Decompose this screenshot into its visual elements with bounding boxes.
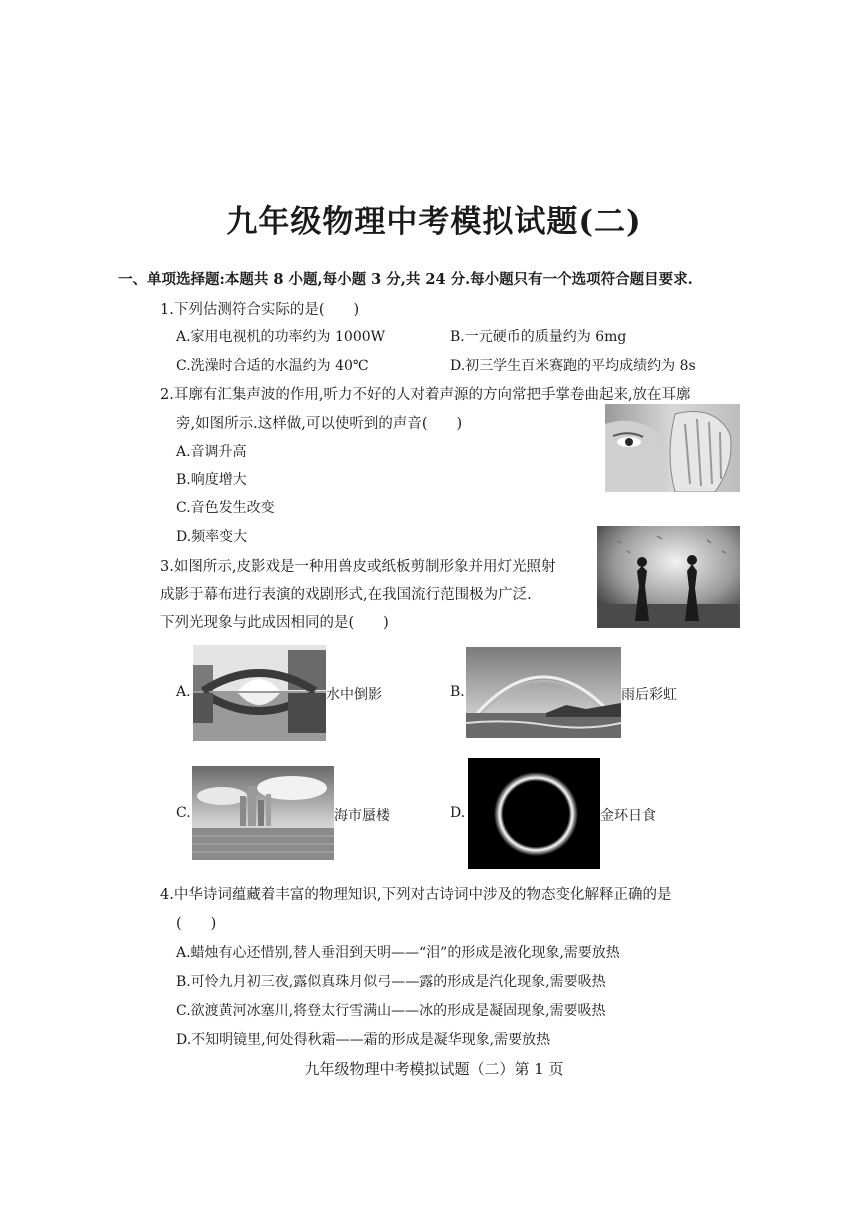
question-3-option-b-letter: B.: [450, 684, 465, 700]
question-3-stem-line3: 下列光现象与此成因相同的是( ): [160, 615, 389, 631]
question-2-option-a: A.音调升高: [176, 444, 247, 460]
mirage-photo: [192, 766, 334, 860]
question-2-stem-line1: 2.耳廓有汇集声波的作用,听力不好的人对着声源的方向常把手掌卷曲起来,放在耳廓: [160, 387, 691, 403]
question-4-option-d: D.不知明镜里,何处得秋霜——霜的形成是凝华现象,需要放热: [176, 1032, 551, 1048]
page-footer: 九年级物理中考模拟试题（二）第 1 页: [304, 1060, 564, 1078]
question-3-stem-line1: 3.如图所示,皮影戏是一种用兽皮或纸板剪制形象并用灯光照射: [160, 559, 556, 575]
question-1-option-d: D.初三学生百米赛跑的平均成绩约为 8s: [450, 358, 696, 374]
question-3-option-d-letter: D.: [450, 805, 466, 821]
question-2-option-c: C.音色发生改变: [176, 500, 275, 516]
question-4-option-a: A.蜡烛有心还惜别,替人垂泪到天明——“泪”的形成是液化现象,需要放热: [176, 945, 620, 961]
page-title: 九年级物理中考模拟试题(二): [226, 204, 642, 240]
question-4-option-b: B.可怜九月初三夜,露似真珠月似弓——露的形成是汽化现象,需要吸热: [176, 974, 606, 990]
question-3-option-c-text: 海市蜃楼: [334, 808, 390, 824]
question-1-option-b: B.一元硬币的质量约为 6mg: [450, 329, 627, 345]
question-4-option-c: C.欲渡黄河冰塞川,将登太行雪满山——冰的形成是凝固现象,需要吸热: [176, 1003, 606, 1019]
question-3-option-a-letter: A.: [176, 684, 191, 700]
question-4-stem-line1: 4.中华诗词蕴藏着丰富的物理知识,下列对古诗词中涉及的物态变化解释正确的是: [160, 887, 672, 903]
shadow-puppet-photo: [597, 526, 740, 628]
question-2-option-d: D.频率变大: [176, 529, 248, 545]
question-1-option-c: C.洗澡时合适的水温约为 40℃: [176, 358, 369, 374]
question-1-stem: 1.下列估测符合实际的是( ): [160, 302, 360, 318]
question-2-stem-line2: 旁,如图所示.这样做,可以使听到的声音( ): [176, 416, 463, 432]
question-4-stem-line2: ( ): [176, 916, 217, 932]
question-3-option-d-text: 金环日食: [600, 808, 656, 824]
section-heading: 一、单项选择题:本题共 8 小题,每小题 3 分,共 24 分.每小题只有一个选项符合题目要求.: [118, 271, 693, 288]
question-3-stem-line2: 成影于幕布进行表演的戏剧形式,在我国流行范围极为广泛.: [160, 587, 532, 603]
annular-eclipse-photo: [468, 758, 600, 869]
question-2-option-b: B.响度增大: [176, 472, 247, 488]
question-3-option-c-letter: C.: [176, 805, 191, 821]
question-3-option-b-text: 雨后彩虹: [621, 687, 677, 703]
ear-photo: [605, 404, 740, 492]
rainbow-photo: [466, 647, 621, 738]
bridge-reflection-photo: [193, 645, 326, 741]
question-3-option-a-text: 水中倒影: [326, 687, 382, 703]
question-1-option-a: A.家用电视机的功率约为 1000W: [176, 329, 386, 345]
